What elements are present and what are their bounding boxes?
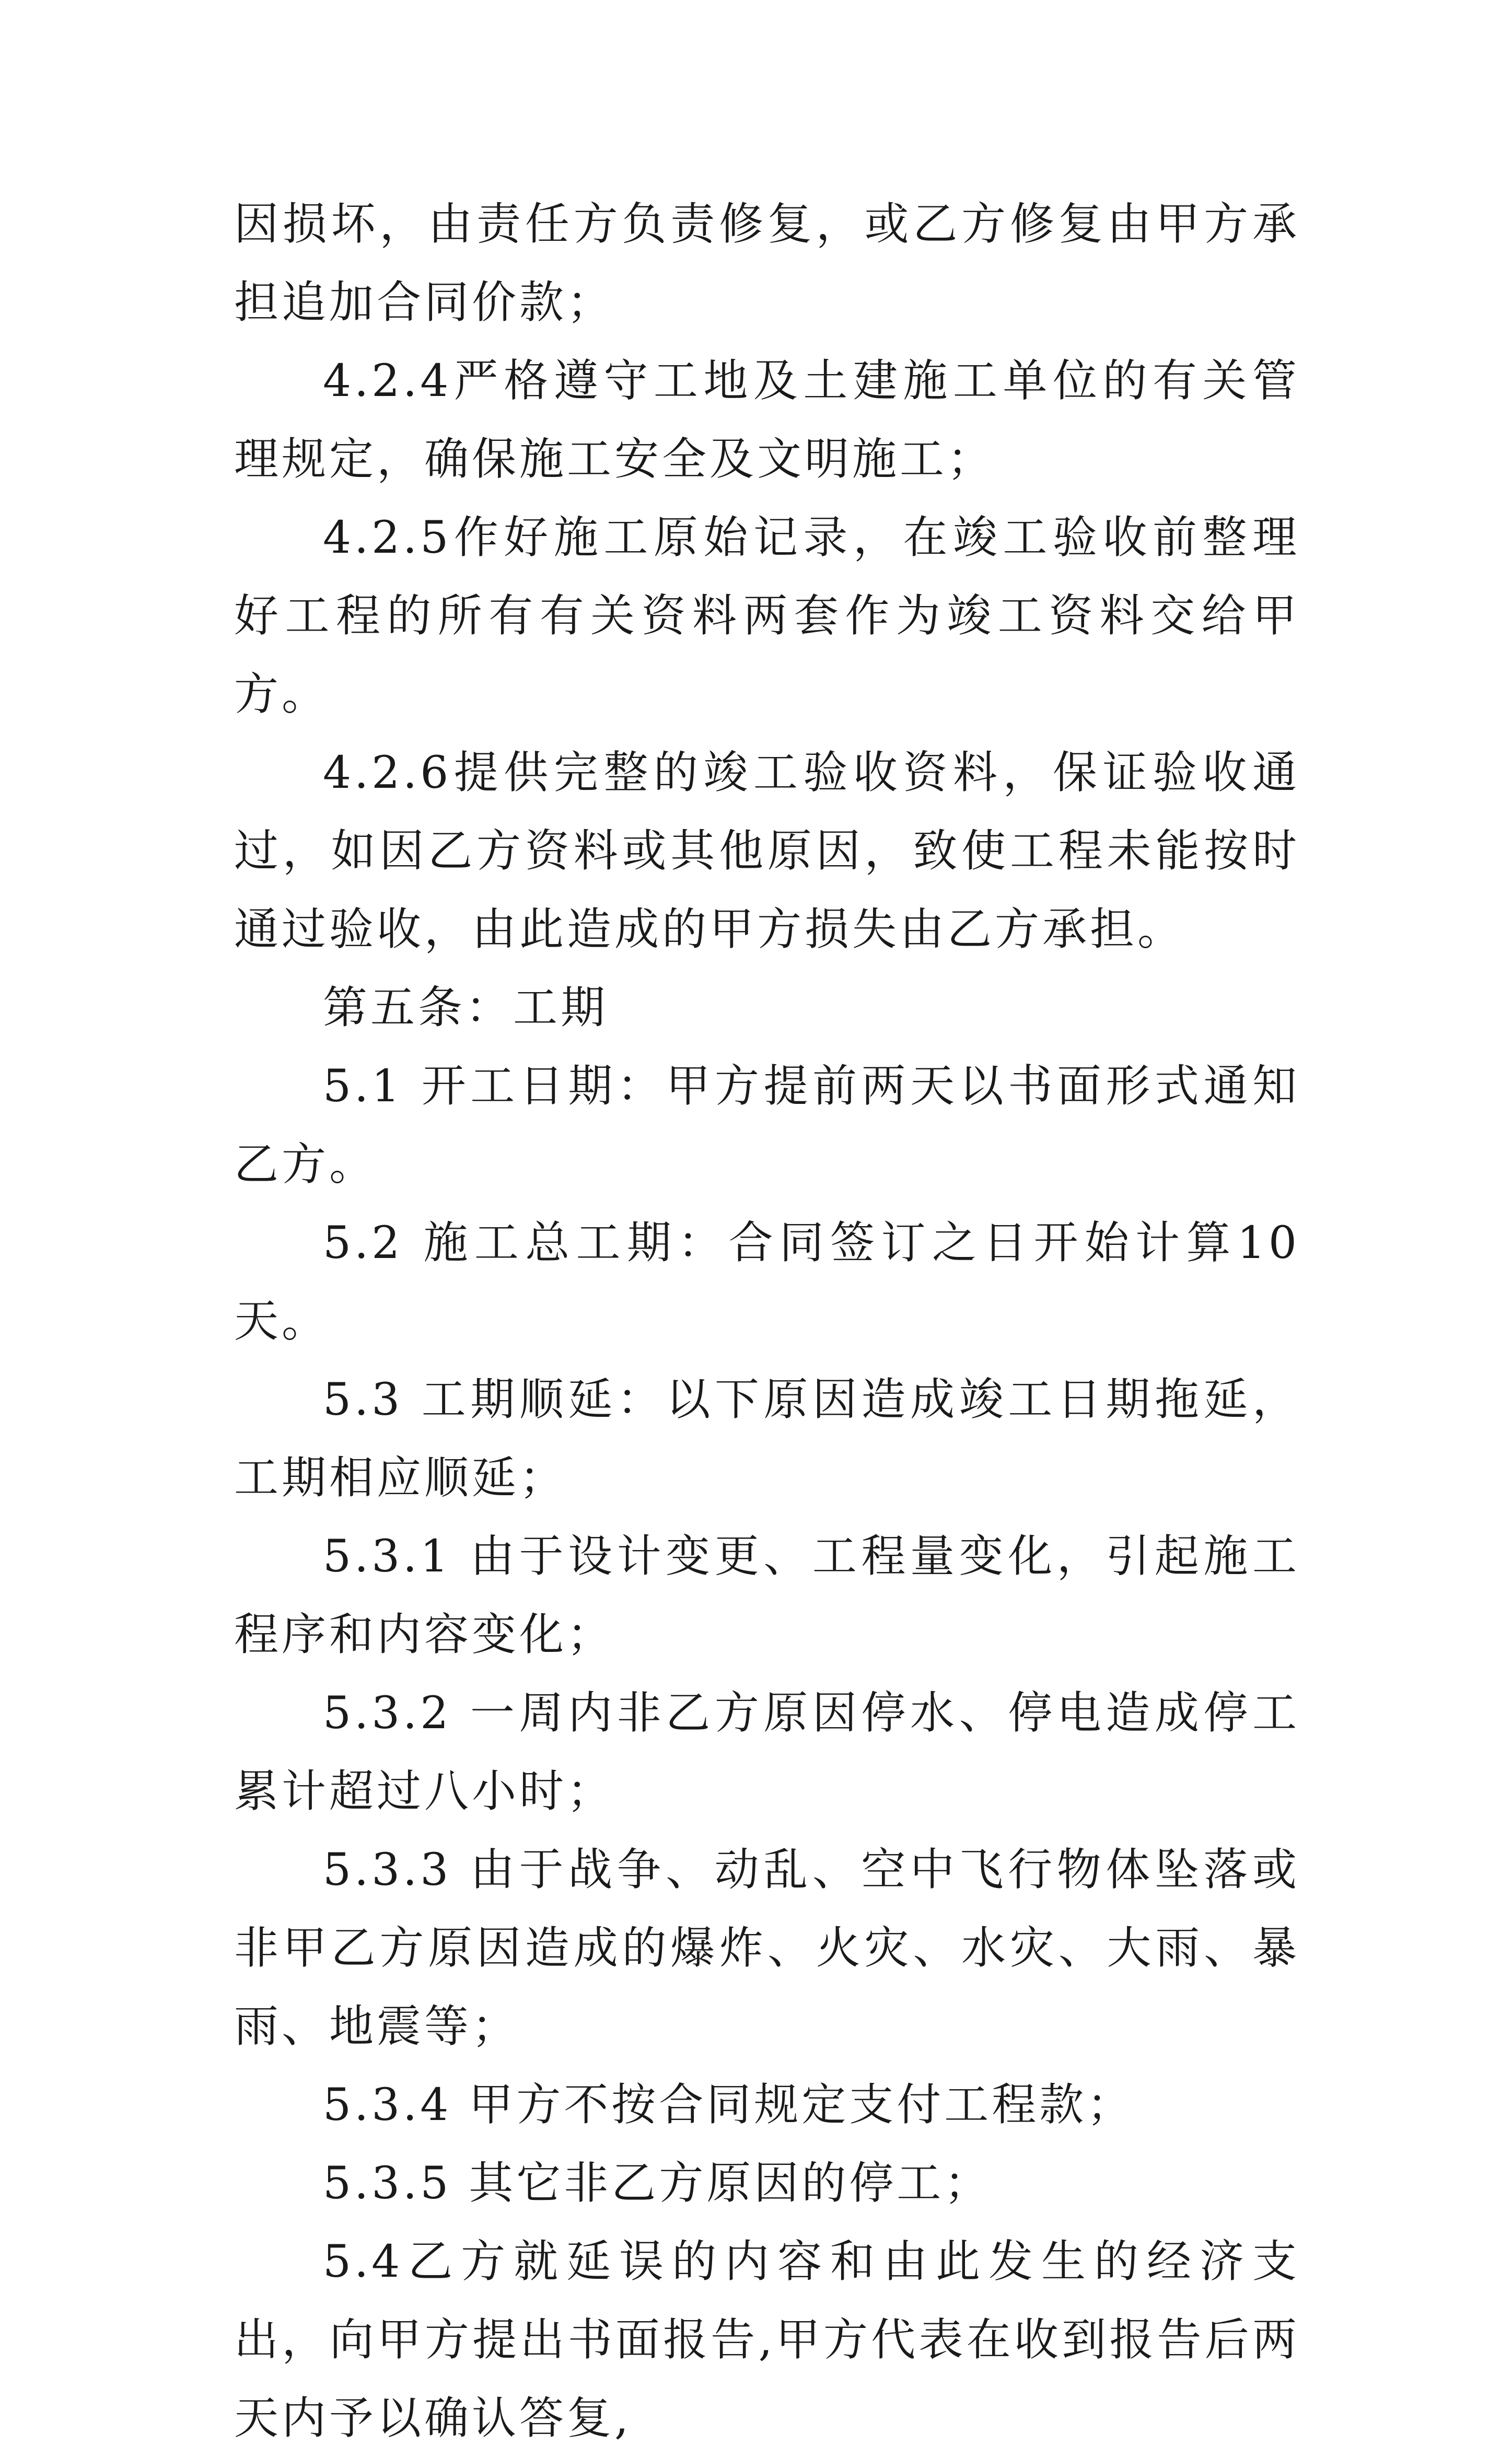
paragraph-5-3: 5.3 工期顺延：以下原因造成竣工日期拖延，工期相应顺延； xyxy=(234,1374,1300,1504)
section-heading-article-5: 第五条：工期 xyxy=(323,982,609,1034)
paragraph-5-1: 5.1 开工日期：甲方提前两天以书面形式通知乙方。 xyxy=(234,1061,1300,1191)
paragraph-5-3-4: 5.3.4 甲方不按合同规定支付工程款； xyxy=(323,2079,1135,2131)
paragraph-repair-cost: 因损坏，由责任方负责修复，或乙方修复由甲方承担追加合同价款； xyxy=(234,199,1300,329)
paragraph-5-3-1: 5.3.1 由于设计变更、工程量变化，引起施工程序和内容变化； xyxy=(234,1531,1300,1661)
document-body xyxy=(234,185,1300,2458)
paragraph-5-3-2: 5.3.2 一周内非乙方原因停水、停电造成停工累计超过八小时； xyxy=(234,1687,1300,1818)
paragraph-5-4: 5.4乙方就延误的内容和由此发生的经济支出，向甲方提出书面报告,甲方代表在收到报告后两天内予以确认答复, xyxy=(234,2236,1300,2444)
paragraph-5-3-3: 5.3.3 由于战争、动乱、空中飞行物体坠落或非甲乙方原因造成的爆炸、火灾、水灾、大雨、暴雨、地震等； xyxy=(234,1844,1300,2053)
paragraph-4-2-4: 4.2.4严格遵守工地及土建施工单位的有关管理规定，确保施工安全及文明施工； xyxy=(234,355,1300,485)
paragraph-4-2-5: 4.2.5作好施工原始记录，在竣工验收前整理好工程的所有有关资料两套作为竣工资料交给甲方。 xyxy=(234,512,1300,720)
paragraph-5-3-5: 5.3.5 其它非乙方原因的停工； xyxy=(323,2158,992,2209)
paragraph-5-2: 5.2 施工总工期：合同签订之日开始计算10天。 xyxy=(234,1217,1300,1347)
paragraph-4-2-6: 4.2.6提供完整的竣工验收资料，保证验收通过，如因乙方资料或其他原因，致使工程未能按时通过验收，由此造成的甲方损失由乙方承担。 xyxy=(234,747,1300,956)
